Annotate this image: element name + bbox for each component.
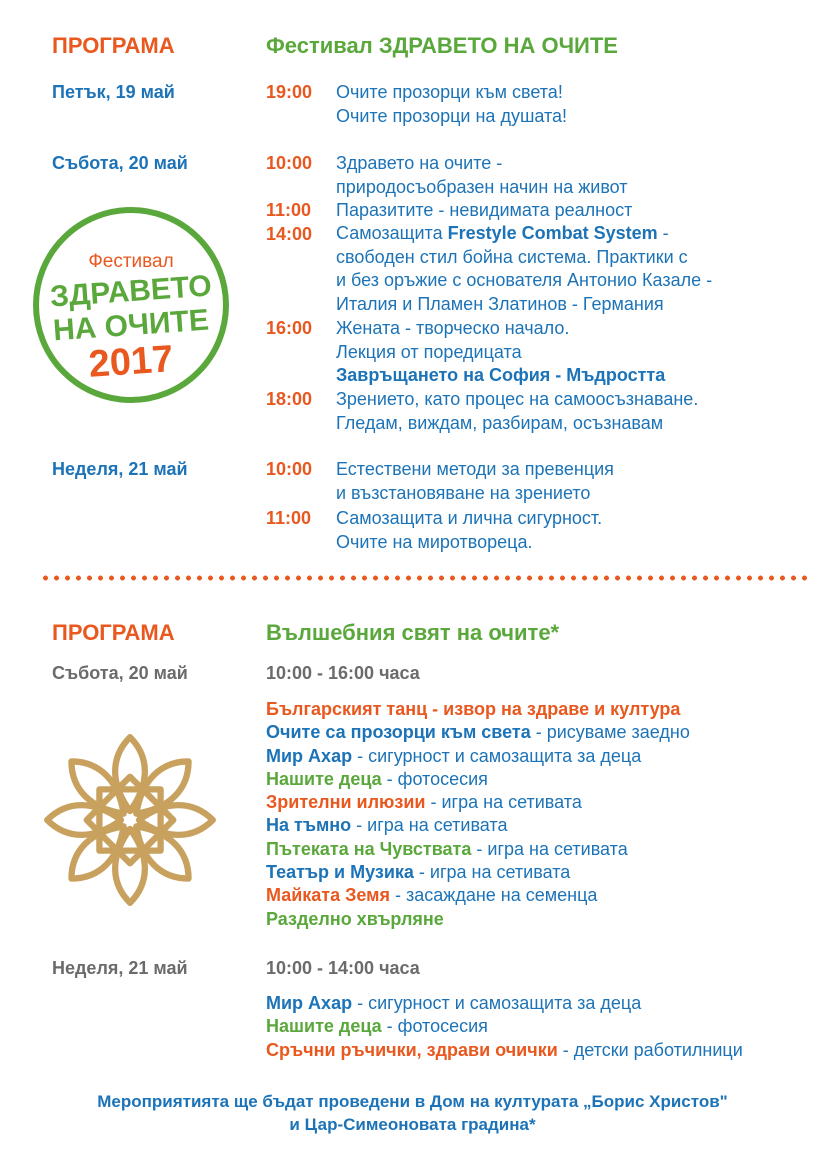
sunday-activities <box>266 992 743 1062</box>
section1-label: ПРОГРАМА <box>52 33 175 58</box>
festival-logo <box>33 207 229 403</box>
day-saturday-2: Събота, 20 май <box>52 663 188 683</box>
activity-item: На тъмно - игра на сетивата <box>266 815 508 836</box>
footer-line2: и Цар-Симеоновата градина* <box>289 1115 536 1134</box>
day-friday: Петък, 19 май <box>52 82 175 102</box>
activity-item: Сръчни ръчички, здрави очички - детски работилници <box>266 1039 743 1060</box>
activity-item: Очите са прозорци към света - рисуваме заедно <box>266 722 690 743</box>
event-time: 18:00 <box>266 389 313 409</box>
activity-item: Майката Земя - засаждане на семенца <box>266 885 598 906</box>
section2-title: Вълшебния свят на очите* <box>266 620 560 645</box>
activity-item: Българският танц - извор на здраве и култура <box>266 699 681 719</box>
activity-item: Зрителни илюзии - игра на сетивата <box>266 792 582 813</box>
day-sunday-2: Неделя, 21 май <box>52 958 188 978</box>
dotted-divider <box>40 575 810 581</box>
footer-note <box>0 1090 825 1136</box>
activity-item: Нашите деца - фотосесия <box>266 768 488 789</box>
event-text: Самозащита Frestyle Combat System - свободен стил бойна система. Практики с и без оръжие с основателя Антонио Казале - Италия и Пламен Златинов - Германия <box>336 223 713 314</box>
logo-line2: НА ОЧИТЕ <box>52 303 210 348</box>
logo-year: 2017 <box>87 338 175 386</box>
event-text: Очите прозорци към света! Очите прозорци на душата! <box>336 82 568 126</box>
event-time: 19:00 <box>266 82 313 102</box>
event-time: 16:00 <box>266 318 313 338</box>
event-text: Здравето на очите - природосъобразен начин на живот <box>336 153 628 197</box>
activity-item: Театър и Музика - игра на сетивата <box>266 862 571 883</box>
logo-line1: ЗДРАВЕТО <box>49 269 213 314</box>
activity-item: Пътеката на Чувствата - игра на сетивата <box>266 838 628 859</box>
section1-title: Фестивал ЗДРАВЕТО НА ОЧИТЕ <box>266 33 618 58</box>
event-text: Естествени методи за превенция и възстановяване на зрението <box>336 459 614 503</box>
event-text: Зрението, като процес на самоосъзнаване. Гледам, виждам, разбирам, осъзнавам <box>336 389 699 433</box>
event-text: Жената - творческо начало. Лекция от поредицата Завръщането на София - Мъдростта <box>336 318 666 385</box>
activity-item: Мир Ахар - сигурност и самозащита за деца <box>266 993 642 1013</box>
activity-item: Мир Ахар - сигурност и самозащита за деца <box>266 745 642 766</box>
event-text: Самозащита и лична сигурност. Очите на миротвореца. <box>336 508 603 552</box>
section2-label: ПРОГРАМА <box>52 620 175 645</box>
event-text: Паразитите - невидимата реалност <box>336 200 633 220</box>
hours-saturday: 10:00 - 16:00 часа <box>266 663 420 683</box>
day-saturday: Събота, 20 май <box>52 153 188 173</box>
day-sunday: Неделя, 21 май <box>52 459 188 479</box>
hours-sunday: 10:00 - 14:00 часа <box>266 958 420 978</box>
event-time: 14:00 <box>266 224 313 244</box>
flower-ornament-icon <box>40 730 220 910</box>
activity-item: Разделно хвърляне <box>266 908 444 929</box>
event-time: 10:00 <box>266 459 313 479</box>
logo-festival-word: Фестивал <box>88 251 174 272</box>
activity-item: Нашите деца - фотосесия <box>266 1016 488 1037</box>
saturday-activities <box>266 698 690 931</box>
footer-line1: Мероприятията ще бъдат проведени в Дом на културата „Борис Христов" <box>97 1092 728 1111</box>
event-time: 11:00 <box>266 508 312 528</box>
event-time: 11:00 <box>266 200 312 220</box>
event-time: 10:00 <box>266 153 313 173</box>
